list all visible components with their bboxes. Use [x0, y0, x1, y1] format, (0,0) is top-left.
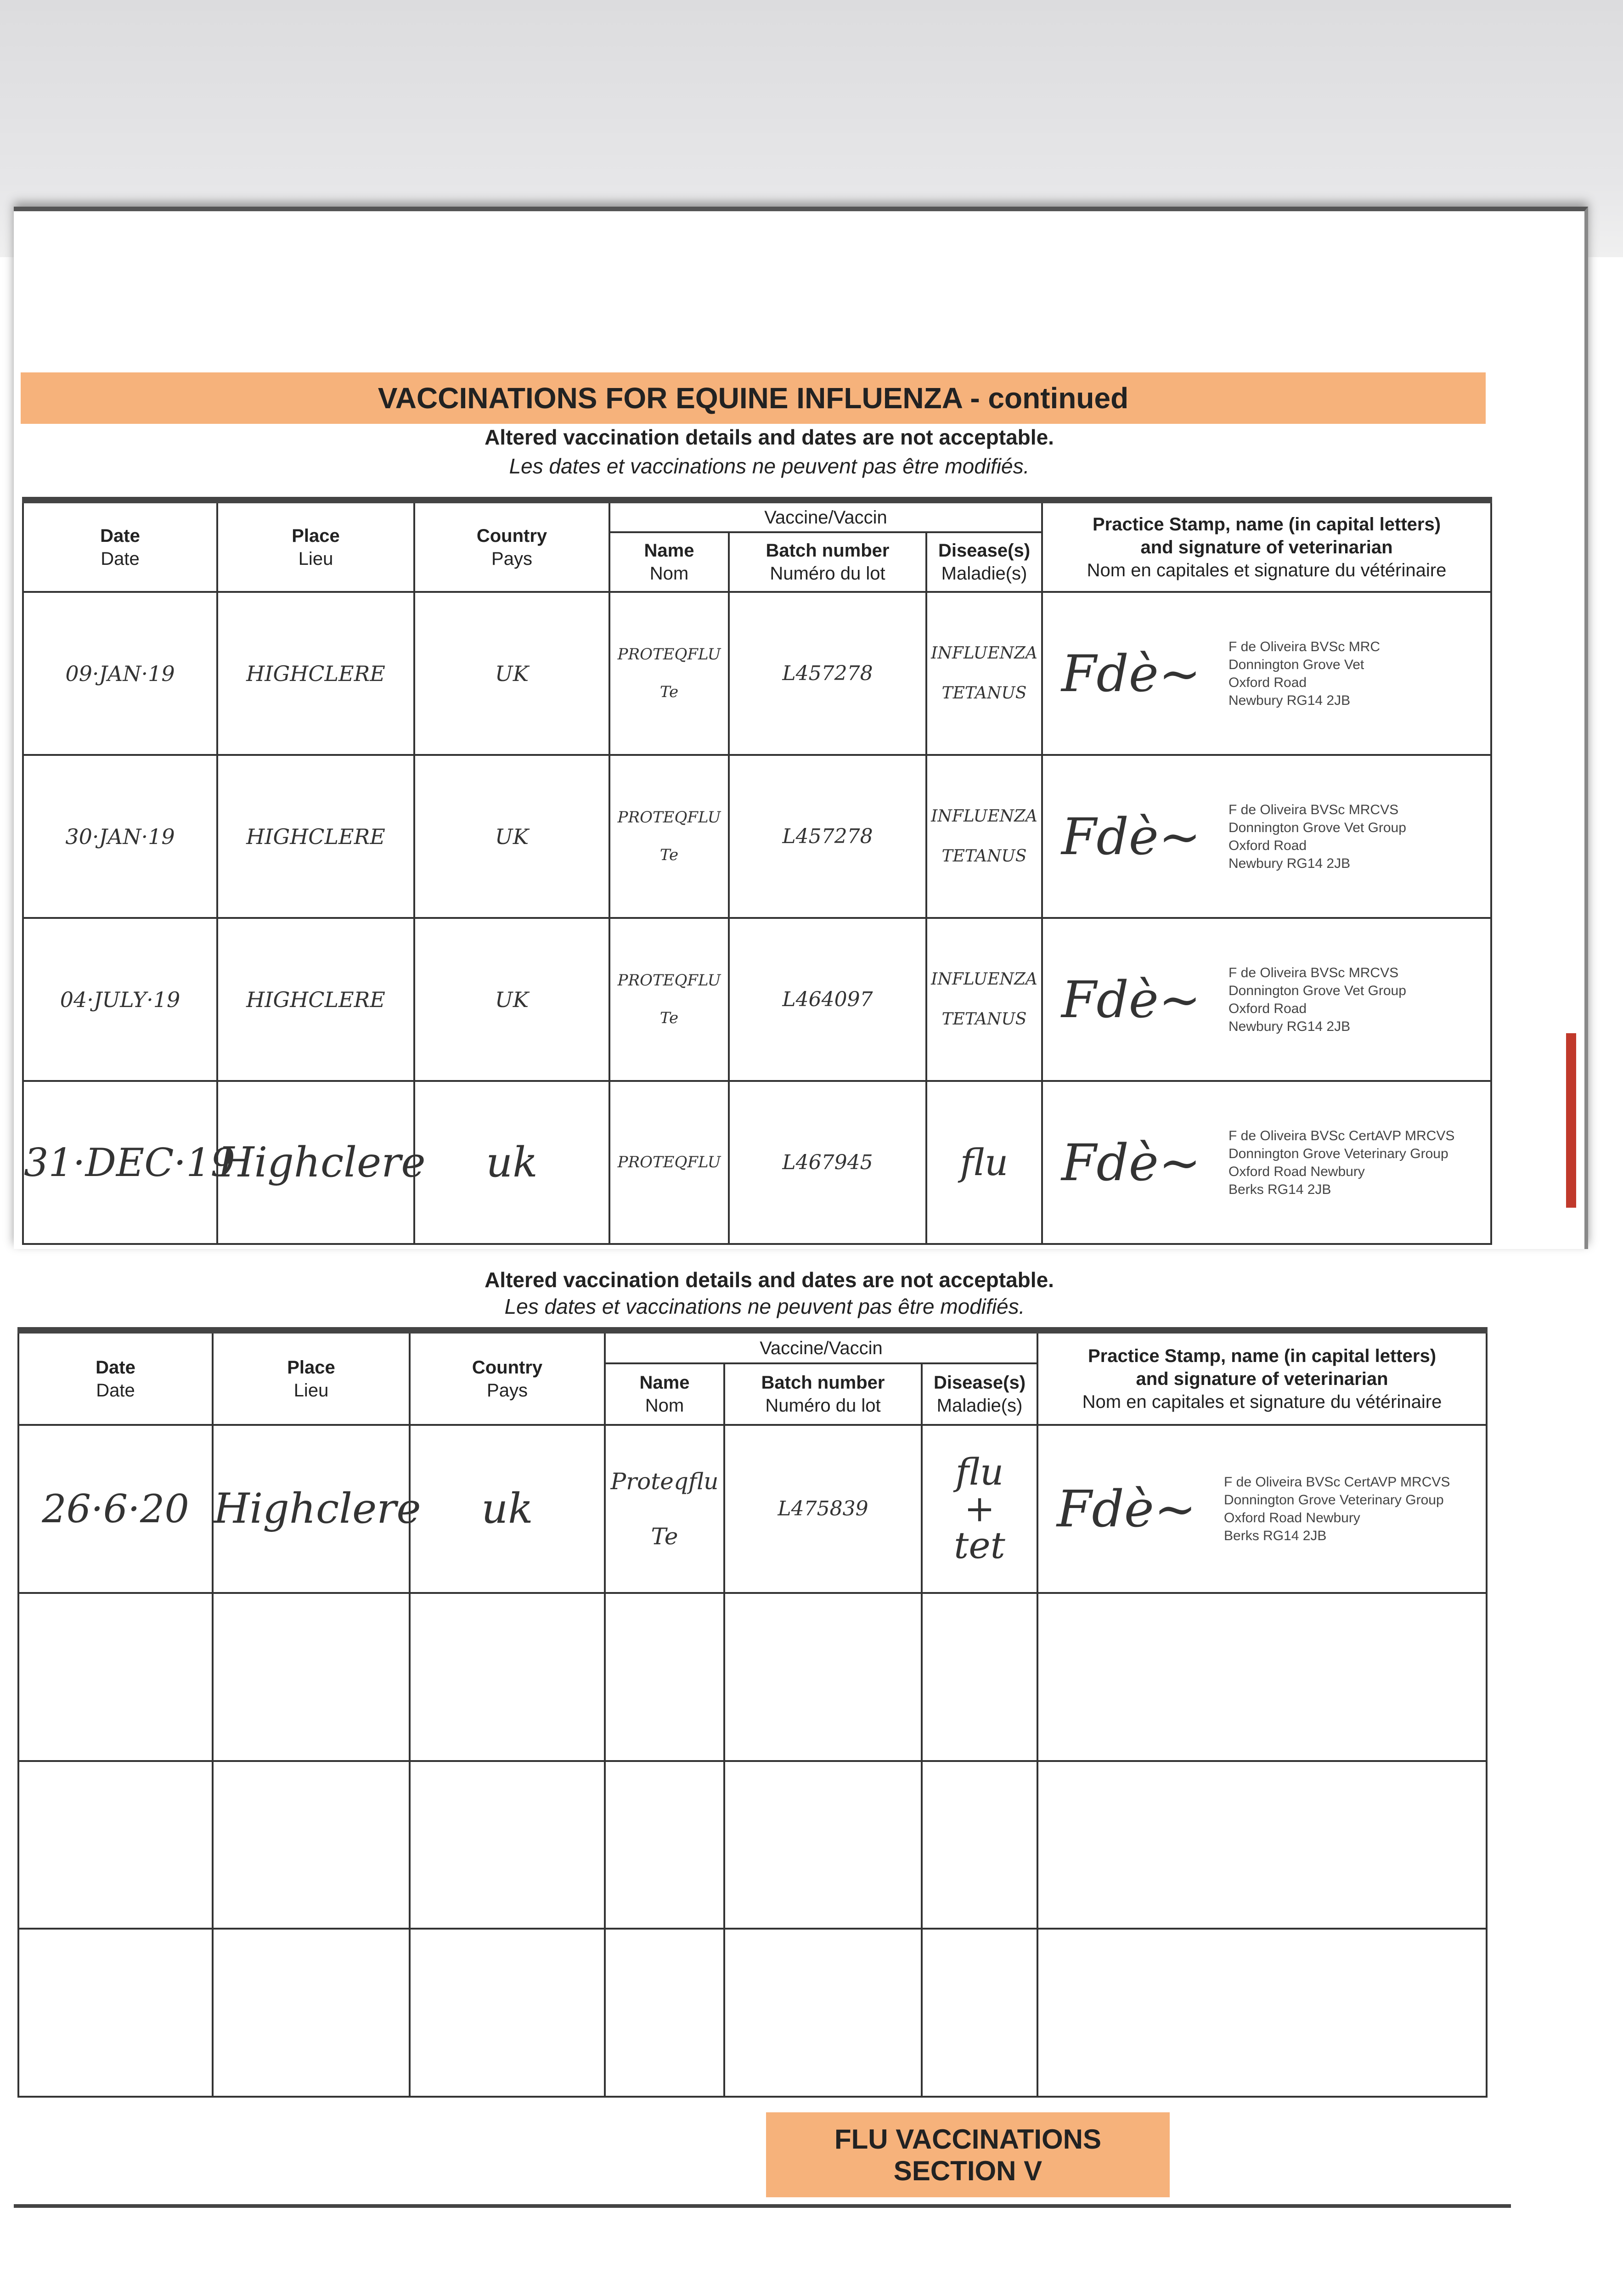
header-row: [23, 500, 1491, 532]
stamp-line: F de Oliveira BVSc MRCVS: [1229, 802, 1399, 817]
empty-cell: [213, 1593, 410, 1761]
signature-icon: Fdè~: [1057, 1479, 1197, 1538]
header-place-fr: Lieu: [298, 548, 333, 569]
stamp-line: F de Oliveira BVSc MRCVS: [1229, 965, 1399, 980]
stamp-cell: [1037, 1425, 1487, 1593]
batch-cell: L475839: [724, 1425, 922, 1593]
header-name-fr: Nom: [649, 563, 689, 584]
empty-cell: [18, 1593, 213, 1761]
date-cell: 30·JAN·19: [23, 755, 217, 918]
practice-stamp: [1224, 1473, 1450, 1545]
section-banner: VACCINATIONS FOR EQUINE INFLUENZA - continued: [21, 372, 1486, 424]
disease-line: tet: [954, 1524, 1005, 1567]
stamp-line: Berks RG14 2JB: [1229, 1182, 1331, 1197]
disease-cell: [926, 755, 1042, 918]
country-cell: uk: [410, 1425, 605, 1593]
header-disease: [926, 532, 1042, 592]
header-batch-fr: Numéro du lot: [765, 1396, 881, 1416]
date-cell: 04·JULY·19: [23, 918, 217, 1081]
stamp-line: F de Oliveira BVSc CertAVP MRCVS: [1229, 1128, 1455, 1143]
header-disease-fr: Maladie(s): [941, 563, 1027, 584]
vaccine-name-line: PROTEQFLU: [617, 645, 721, 664]
stamp-line: Newbury RG14 2JB: [1229, 855, 1351, 871]
section-label-line1: FLU VACCINATIONS: [834, 2123, 1102, 2155]
batch-cell: L467945: [729, 1081, 926, 1244]
table-row: [18, 1761, 1487, 1929]
header-stamp-line: and signature of veterinarian: [1140, 537, 1393, 557]
stamp-signature-block: [1043, 1127, 1490, 1199]
header-stamp-line: Practice Stamp, name (in capital letters): [1092, 514, 1441, 535]
stamp-signature-block: [1043, 638, 1490, 709]
header-date: [18, 1330, 213, 1425]
country-cell: UK: [414, 755, 609, 918]
stamp-line: Oxford Road Newbury: [1224, 1510, 1360, 1525]
vaccine-name-cell: [609, 918, 729, 1081]
header-stamp: [1042, 500, 1491, 592]
header-date-fr: Date: [96, 1380, 135, 1401]
stamp-signature-block: [1043, 801, 1490, 872]
signature-icon: Fdè~: [1061, 1133, 1201, 1192]
disease-line: +: [964, 1487, 995, 1530]
header-stamp-fr: Nom en capitales et signature du vétérinaire: [1082, 1391, 1442, 1412]
signature-icon: Fdè~: [1061, 807, 1201, 866]
vaccine-name-cell: [609, 755, 729, 918]
practice-stamp: [1229, 964, 1406, 1035]
header-place-en: Place: [292, 525, 340, 546]
stamp-line: Donnington Grove Veterinary Group: [1224, 1492, 1444, 1508]
header-name-en: Name: [639, 1373, 690, 1393]
stamp-line: Donnington Grove Vet: [1229, 657, 1364, 672]
stamp-cell: [1042, 755, 1491, 918]
signature-icon: Fdè~: [1061, 644, 1201, 703]
disease-line: INFLUENZA: [931, 644, 1037, 663]
header-disease-en: Disease(s): [933, 1373, 1026, 1393]
header-batch: [729, 532, 926, 592]
vaccine-name-line: PROTEQFLU: [617, 971, 721, 990]
header-date-en: Date: [96, 1357, 135, 1378]
header-place-fr: Lieu: [293, 1380, 329, 1401]
table-row: [23, 755, 1491, 918]
header-batch-en: Batch number: [766, 540, 890, 561]
disease-cell: [926, 592, 1042, 755]
stamp-line: F de Oliveira BVSc MRC: [1229, 639, 1381, 654]
header-date: [23, 500, 217, 592]
practice-stamp: [1229, 801, 1406, 872]
header-name: [605, 1363, 724, 1425]
header-name: [609, 532, 729, 592]
header-name-fr: Nom: [645, 1396, 684, 1416]
empty-cell: [213, 1761, 410, 1929]
header-date-en: Date: [100, 525, 140, 546]
vaccination-table-2: [17, 1327, 1488, 2098]
page-tab-marker: [1566, 1033, 1576, 1208]
empty-cell: [605, 1929, 724, 2097]
vaccine-name-line: Te: [659, 1008, 679, 1027]
stamp-line: Oxford Road Newbury: [1229, 1164, 1365, 1179]
section-label: [766, 2112, 1170, 2197]
notice-english: Altered vaccination details and dates are not acceptable.: [485, 425, 1054, 449]
disease-line: flu: [955, 1450, 1004, 1493]
header-row: [18, 1330, 1487, 1363]
vaccine-name-line: PROTEQFLU: [617, 1153, 721, 1171]
stamp-line: Donnington Grove Vet Group: [1229, 820, 1406, 835]
stamp-line: Oxford Road: [1229, 838, 1307, 853]
header-date-fr: Date: [101, 548, 140, 569]
disease-cell: [922, 1425, 1037, 1593]
country-cell: UK: [414, 592, 609, 755]
header-country-en: Country: [476, 525, 547, 546]
disease-cell: [926, 1081, 1042, 1244]
stamp-line: Oxford Road: [1229, 675, 1307, 690]
disease-line: TETANUS: [941, 683, 1027, 703]
disease-line: INFLUENZA: [931, 807, 1037, 826]
date-cell: 31·DEC·19: [23, 1081, 217, 1244]
header-disease-fr: Maladie(s): [936, 1396, 1023, 1416]
header-country-fr: Pays: [487, 1380, 528, 1401]
empty-cell: [1037, 1929, 1487, 2097]
header-batch: [724, 1363, 922, 1425]
header-batch-en: Batch number: [761, 1373, 885, 1393]
practice-stamp: [1229, 638, 1380, 709]
empty-cell: [1037, 1593, 1487, 1761]
vaccine-name-line: Proteqflu: [610, 1468, 719, 1495]
place-cell: Highclere: [217, 1081, 414, 1244]
empty-cell: [1037, 1761, 1487, 1929]
table-row: [23, 1081, 1491, 1244]
empty-cell: [18, 1761, 213, 1929]
header-place: [213, 1330, 410, 1425]
header-stamp-line: Practice Stamp, name (in capital letters): [1088, 1345, 1437, 1366]
place-cell: HIGHCLERE: [217, 592, 414, 755]
vaccine-name-line: PROTEQFLU: [617, 808, 721, 827]
header-stamp-fr: Nom en capitales et signature du vétérinaire: [1087, 560, 1447, 580]
header-stamp-line: and signature of veterinarian: [1136, 1368, 1388, 1389]
empty-cell: [410, 1761, 605, 1929]
empty-cell: [410, 1929, 605, 2097]
header-country: [414, 500, 609, 592]
vaccine-name-cell: [609, 592, 729, 755]
empty-cell: [605, 1593, 724, 1761]
disease-line: TETANUS: [941, 1009, 1027, 1029]
stamp-line: Berks RG14 2JB: [1224, 1528, 1327, 1543]
notice-french-2: Les dates et vaccinations ne peuvent pas être modifiés.: [504, 1294, 1025, 1318]
empty-cell: [724, 1593, 922, 1761]
stamp-cell: [1042, 918, 1491, 1081]
header-disease-en: Disease(s): [938, 540, 1031, 561]
vaccine-name-line: Te: [651, 1523, 678, 1550]
vaccination-table-1: [22, 497, 1492, 1245]
header-disease: [922, 1363, 1037, 1425]
stamp-line: Oxford Road: [1229, 1001, 1307, 1016]
country-cell: uk: [414, 1081, 609, 1244]
vaccine-name-line: Te: [659, 845, 679, 864]
empty-cell: [922, 1929, 1037, 2097]
batch-cell: L457278: [729, 592, 926, 755]
header-stamp: [1037, 1330, 1487, 1425]
stamp-cell: [1042, 592, 1491, 755]
place-cell: HIGHCLERE: [217, 755, 414, 918]
empty-cell: [724, 1929, 922, 2097]
header-batch-fr: Numéro du lot: [770, 563, 885, 584]
table-row: [18, 1929, 1487, 2097]
header-name-en: Name: [644, 540, 694, 561]
stamp-cell: [1042, 1081, 1491, 1244]
stamp-line: Newbury RG14 2JB: [1229, 1019, 1351, 1034]
bottom-rule: [14, 2204, 1511, 2208]
notice-french: Les dates et vaccinations ne peuvent pas être modifiés.: [509, 454, 1030, 478]
place-cell: HIGHCLERE: [217, 918, 414, 1081]
header-place: [217, 500, 414, 592]
date-cell: 09·JAN·19: [23, 592, 217, 755]
header-country-fr: Pays: [491, 548, 532, 569]
header-country-en: Country: [472, 1357, 543, 1378]
disease-cell: [926, 918, 1042, 1081]
stamp-line: Newbury RG14 2JB: [1229, 692, 1351, 708]
batch-cell: L457278: [729, 755, 926, 918]
empty-cell: [605, 1761, 724, 1929]
vaccine-name-cell: [609, 1081, 729, 1244]
stamp-line: F de Oliveira BVSc CertAVP MRCVS: [1224, 1474, 1450, 1490]
country-cell: UK: [414, 918, 609, 1081]
header-place-en: Place: [287, 1357, 335, 1378]
vaccine-name-line: Te: [659, 682, 679, 701]
stamp-line: Donnington Grove Vet Group: [1229, 983, 1406, 998]
practice-stamp: [1229, 1127, 1454, 1199]
disease-line: flu: [960, 1141, 1009, 1184]
empty-cell: [724, 1761, 922, 1929]
stamp-line: Donnington Grove Veterinary Group: [1229, 1146, 1448, 1161]
stamp-signature-block: [1043, 964, 1490, 1035]
section-label-line2: SECTION V: [893, 2155, 1043, 2186]
notice-english-2: Altered vaccination details and dates are not acceptable.: [485, 1268, 1054, 1292]
header-vaccine: Vaccine/Vaccin: [609, 500, 1042, 532]
empty-cell: [922, 1761, 1037, 1929]
vaccine-name-cell: [605, 1425, 724, 1593]
table-row: [23, 918, 1491, 1081]
place-cell: Highclere: [213, 1425, 410, 1593]
table-row: [18, 1425, 1487, 1593]
empty-cell: [18, 1929, 213, 2097]
disease-line: INFLUENZA: [931, 970, 1037, 989]
empty-cell: [922, 1593, 1037, 1761]
stamp-signature-block: [1038, 1473, 1486, 1545]
table-row: [18, 1593, 1487, 1761]
table-row: [23, 592, 1491, 755]
disease-line: TETANUS: [941, 846, 1027, 866]
batch-cell: L464097: [729, 918, 926, 1081]
empty-cell: [213, 1929, 410, 2097]
header-vaccine: Vaccine/Vaccin: [605, 1330, 1037, 1363]
date-cell: 26·6·20: [18, 1425, 213, 1593]
signature-icon: Fdè~: [1061, 970, 1201, 1029]
header-country: [410, 1330, 605, 1425]
empty-cell: [410, 1593, 605, 1761]
